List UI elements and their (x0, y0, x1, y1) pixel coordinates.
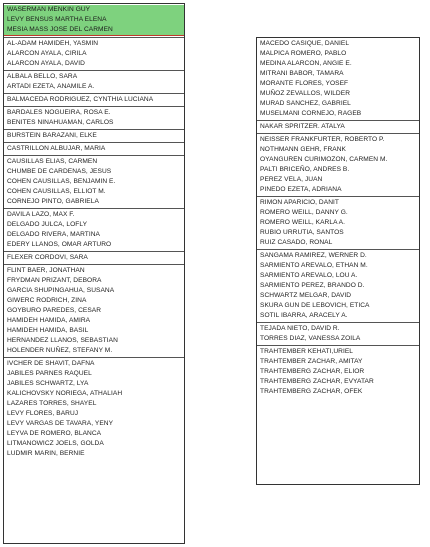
name-entry: RIMON APARICIO, DANIT (260, 199, 339, 206)
name-group (257, 197, 419, 250)
name-entry: SARMIENTO AREVALO, ETHAN M. (260, 262, 368, 269)
name-entry: MURAD SANCHEZ, GABRIEL (260, 100, 351, 107)
name-group (4, 252, 184, 265)
name-entry: ALARCON AYALA, DAVID (7, 60, 85, 67)
name-entry: NEISSER FRANKFURTER, ROBERTO P. (260, 136, 385, 143)
name-entry: SANGAMA RAMIREZ, WERNER D. (260, 252, 367, 259)
name-entry: HOLENDER NUÑEZ, STEFANY M. (7, 347, 113, 354)
name-entry: PINEDO EZETA, ADRIANA (260, 186, 342, 193)
name-entry: KALICHOVSKY NORIEGA, ATHALIAH (7, 390, 123, 397)
name-entry: BARDALES NOGUEIRA, ROSA E. (7, 109, 111, 116)
name-group (4, 94, 184, 107)
name-group (257, 38, 419, 121)
name-group (4, 209, 184, 252)
name-entry: SARMIENTO PEREZ, BRANDO D. (260, 282, 365, 289)
name-list-left (3, 3, 185, 544)
name-entry: FLEXER CORDOVI, SARA (7, 254, 88, 261)
name-group (257, 134, 419, 197)
name-entry: DELGADO JULCA, LOFLY (7, 221, 88, 228)
name-entry: MUSELMANI CORNEJO, RAGEB (260, 110, 362, 117)
name-entry: CASTRILLON ALBUJAR, MARIA (7, 145, 106, 152)
name-entry: JABILES PARNES RAQUEL (7, 370, 92, 377)
name-entry: TORRES DIAZ, VANESSA ZOILA (260, 335, 361, 342)
name-group (4, 38, 184, 71)
name-entry: MALPICA ROMERO, PABLO (260, 50, 347, 57)
name-group (257, 250, 419, 323)
name-entry: BURSTEIN BARAZANI, ELKE (7, 132, 97, 139)
name-entry: PEREZ VELA, JUAN (260, 176, 323, 183)
name-entry: TRAHTEMBERG ZACHAR, ELIOR (260, 368, 365, 375)
name-entry: LUDMIR MARIN, BERNIE (7, 450, 85, 457)
name-entry: JABILES SCHWARTZ, LYA (7, 380, 89, 387)
name-group (4, 156, 184, 209)
name-entry: GIWERC RODRICH, ZINA (7, 297, 87, 304)
name-group (257, 121, 419, 134)
name-entry: MESIA MASS JOSE DEL CARMEN (4, 25, 184, 36)
name-entry: ALBALA BELLO, SARA (7, 73, 78, 80)
name-entry: IVCHER DE SHAVIT, DAFNA (7, 360, 95, 367)
name-entry: AL-ADAM HAMIDEH, YASMIN (7, 40, 99, 47)
name-entry: MACEDO CASIQUE, DANIEL (260, 40, 350, 47)
name-entry: FLINT BAER, JONATHAN (7, 267, 85, 274)
name-group (4, 143, 184, 156)
name-group (4, 71, 184, 94)
name-entry: TRAHTEMBER KEHATI,URIEL (260, 348, 353, 355)
name-group (4, 130, 184, 143)
name-entry: WASERMAN MENKIN GUY (4, 5, 184, 15)
name-entry: CAUSILLAS ELIAS, CARMEN (7, 158, 98, 165)
name-entry: LITMANOWICZ JOELS, GOLDA (7, 440, 104, 447)
name-group (4, 107, 184, 130)
name-entry: LAZARES TORRES, SHAYEL (7, 400, 97, 407)
name-list-right (256, 37, 420, 485)
name-group (4, 265, 184, 358)
name-entry: TRAHTEMBER ZACHAR, AMITAY (260, 358, 363, 365)
name-entry: LEVY BENSUS MARTHA ELENA (4, 15, 184, 25)
name-entry: DAVILA LAZO, MAX F. (7, 211, 75, 218)
name-entry: DELGADO RIVERA, MARTINA (7, 231, 100, 238)
name-entry: ARTADI EZETA, ANAMILE A. (7, 83, 95, 90)
name-entry: TEJADA NIETO, DAVID R. (260, 325, 340, 332)
name-entry: BALMACEDA RODRIGUEZ, CYNTHIA LUCIANA (7, 96, 154, 103)
name-entry: HERNANDEZ LLANOS, SEBASTIAN (7, 337, 118, 344)
name-entry: PALTI BRICEÑO, ANDRES B. (260, 166, 350, 173)
name-entry: SCHWARTZ MELGAR, DAVID (260, 292, 352, 299)
name-entry: MORANTE FLORES, YOSEF (260, 80, 349, 87)
name-entry: CORNEJO PINTO, GABRIELA (7, 198, 99, 205)
name-group (257, 346, 419, 398)
name-entry: TRAHTEMBERG ZACHAR, EVYATAR (260, 378, 374, 385)
name-entry: ROMERO WEILL, DANNY G. (260, 209, 348, 216)
name-entry: SKURA GUN DE LEBOVICH, ETICA (260, 302, 370, 309)
name-group (257, 323, 419, 346)
name-entry: COHEN CAUSILLAS, ELLIOT M. (7, 188, 106, 195)
name-entry: MUÑOZ ZEVALLOS, WILDER (260, 90, 351, 97)
name-entry: RUIZ CASADO, RONAL (260, 239, 333, 246)
name-entry: HAMIDEH HAMIDA, AMIRA (7, 317, 91, 324)
name-group (4, 358, 184, 460)
name-entry: TRAHTEMBERG ZACHAR, OFEK (260, 388, 363, 395)
name-entry: BENITES NINAHUAMAN, CARLOS (7, 119, 114, 126)
name-group (4, 4, 184, 38)
name-entry: CHUMBE DE CARDENAS, JESUS (7, 168, 112, 175)
name-entry: OYANGUREN CURIMOZON, CARMEN M. (260, 156, 388, 163)
name-entry: NOTHMANN GEHR, FRANK (260, 146, 346, 153)
name-entry: GOYBURO PAREDES, CESAR (7, 307, 102, 314)
name-entry: SOTIL IBARRA, ARACELY A. (260, 312, 348, 319)
name-entry: LEVY FLORES, BARUJ (7, 410, 79, 417)
name-entry: MEDINA ALARCON, ANGIE E. (260, 60, 352, 67)
name-entry: COHEN CAUSILLAS, BENJAMIN E. (7, 178, 116, 185)
name-entry: FRYDMAN PRIZANT, DEBORA (7, 277, 102, 284)
name-entry: SARMIENTO AREVALO, LOU A. (260, 272, 358, 279)
name-entry: RUBIO URRUTIA, SANTOS (260, 229, 344, 236)
name-entry: GARCIA SHUPINGAHUA, SUSANA (7, 287, 115, 294)
name-entry: LEVY VARGAS DE TAVARA, YENY (7, 420, 114, 427)
name-entry: NAKAR SPRITZER. ATALYA (260, 123, 345, 130)
name-entry: EDERY LLANOS, OMAR ARTURO (7, 241, 112, 248)
name-entry: LEYVA DE ROMERO, BLANCA (7, 430, 102, 437)
name-entry: HAMIDEH HAMIDA, BASIL (7, 327, 89, 334)
name-entry: MITRANI BABOR, TAMARA (260, 70, 344, 77)
name-entry: ALARCON AYALA, CIRILA (7, 50, 87, 57)
name-entry: ROMERO WEILL, KARLA A. (260, 219, 346, 226)
